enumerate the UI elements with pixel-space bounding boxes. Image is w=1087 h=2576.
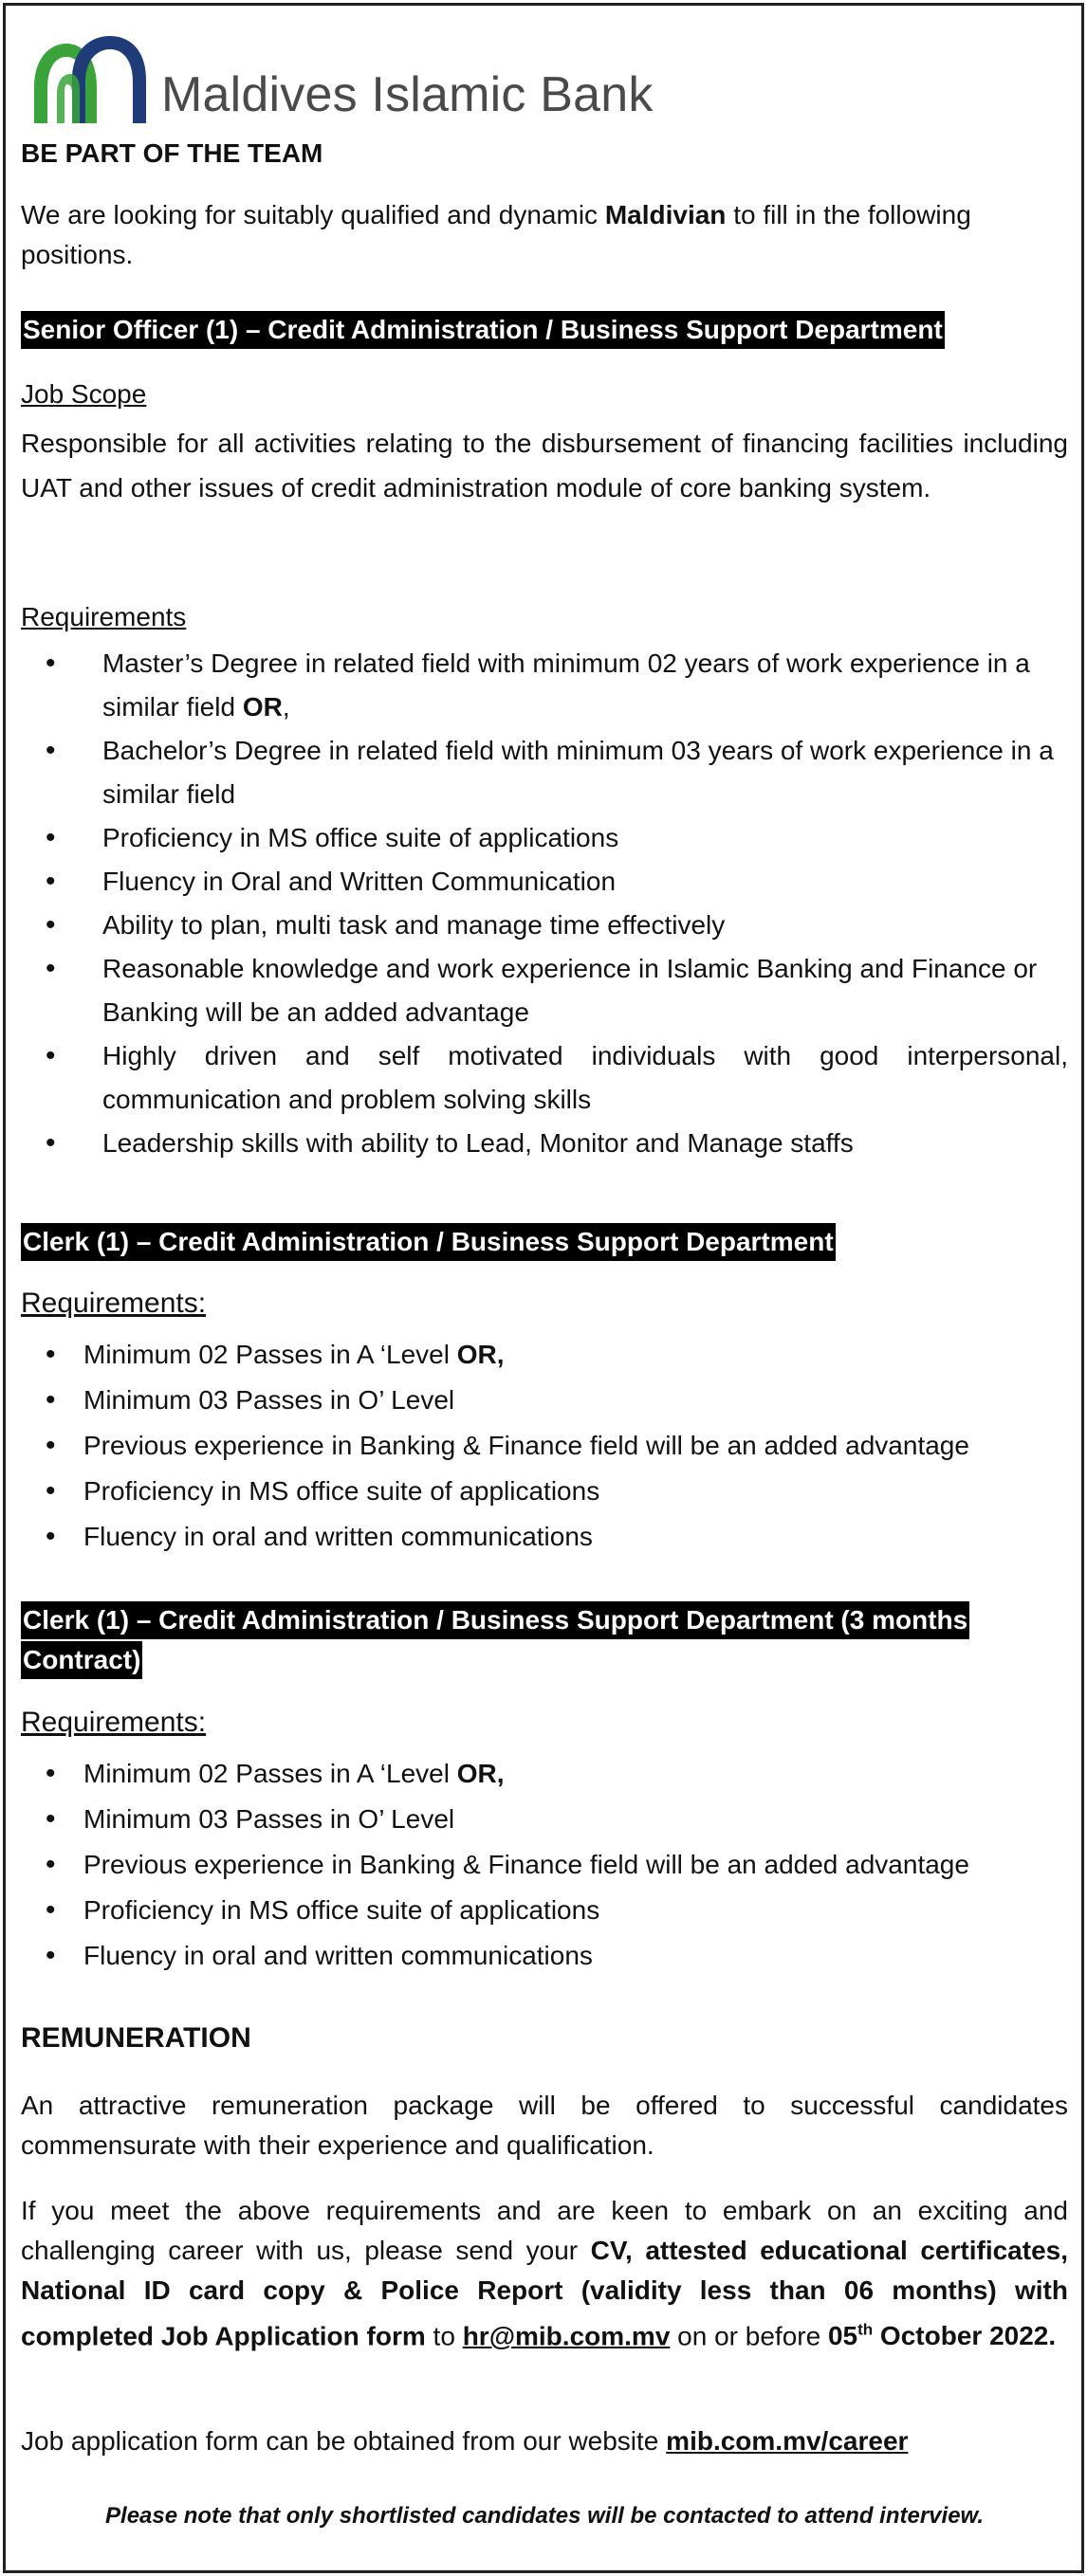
remuneration-text: An attractive remuneration package will be offered to successful candidates commensurate with their experience and qualification. [21,2091,1068,2160]
list-item: • Highly driven and self motivated individuals with good interpersonal, communication and problem solving skills [21,1034,1068,1122]
intro-paragraph: We are looking for suitably qualified and dynamic Maldivian to fill in the following positions. [21,200,971,269]
email-link[interactable]: hr@mib.com.mv [462,2321,671,2351]
list-item: • Fluency in oral and written communications [21,1933,1068,1979]
list-item: • Proficiency in MS office suite of applications [21,816,1068,860]
bank-logo-icon [28,32,152,127]
bank-logo [28,23,654,127]
job3-title-line2: Contract) [21,1641,142,1679]
job1-title: Senior Officer (1) – Credit Administration / Business Support Department [21,311,945,349]
job3-requirements-list [21,1751,1068,1979]
job3-requirements-label: Requirements: [21,1707,207,1738]
list-item: • Bachelor’s Degree in related field with minimum 03 years of work experience in a similar field [21,729,1068,816]
list-item: • Ability to plan, multi task and manage time effectively [21,904,1068,947]
job1-requirements-list [21,642,1068,1165]
job1-scope-text: Responsible for all activities relating to the disbursement of financing facilities including UAT and other issues of credit administration module of core banking system. [21,429,1068,502]
list-item: • Leadership skills with ability to Lead, Monitor and Manage staffs [21,1122,1068,1165]
job2-requirements-label: Requirements: [21,1288,207,1319]
job1-title-bar [21,311,1068,349]
website-line: Job application form can be obtained from our website mib.com.mv/career [21,2426,909,2456]
list-item: • Minimum 03 Passes in O’ Level [21,1378,1068,1423]
job3-title-line1: Clerk (1) – Credit Administration / Business Support Department (3 months [21,1601,969,1639]
job2-title: Clerk (1) – Credit Administration / Business Support Department [21,1223,836,1261]
website-link[interactable]: mib.com.mv/career [666,2426,909,2456]
list-item: • Minimum 02 Passes in A ‘Level OR, [21,1751,1068,1797]
list-item: • Proficiency in MS office suite of applications [21,1888,1068,1933]
list-item: • Fluency in oral and written communications [21,1514,1068,1560]
job1-scope-label: Job Scope [21,379,147,409]
list-item: • Minimum 02 Passes in A ‘Level OR, [21,1332,1068,1378]
list-item: • Fluency in Oral and Written Communication [21,860,1068,904]
list-item: • Master’s Degree in related field with minimum 02 years of work experience in a similar field OR, [21,642,1068,729]
job3-title-bar [21,1601,1068,1679]
heading-be-part-of-team: BE PART OF THE TEAM [21,138,323,168]
list-item: • Minimum 03 Passes in O’ Level [21,1797,1068,1842]
intro-maldivian: Maldivian [604,200,727,229]
shortlist-note: Please note that only shortlisted candidates will be contacted to attend interview. [105,2503,984,2529]
list-item: • Previous experience in Banking & Finance field will be an added advantage [21,1423,1068,1469]
list-item: • Reasonable knowledge and work experience in Islamic Banking and Finance or Banking will be an added advantage [21,947,1068,1034]
job2-title-bar [21,1223,1068,1261]
list-item: • Previous experience in Banking & Finance field will be an added advantage [21,1842,1068,1888]
job2-requirements-list [21,1332,1068,1560]
apply-paragraph: If you meet the above requirements and are keen to embark on an exciting and challenging career with us, please send your CV, attested educational certificates, National ID card copy & Police Report (validity less than 06 months) with completed Job Application form to hr@mib.com.mv on or before 05th October 2022. [21,2196,1068,2351]
bank-name: Maldives Islamic Bank [161,67,654,122]
list-item: • Proficiency in MS office suite of applications [21,1469,1068,1514]
job1-requirements-label: Requirements [21,602,187,631]
remuneration-heading: REMUNERATION [21,2022,251,2054]
